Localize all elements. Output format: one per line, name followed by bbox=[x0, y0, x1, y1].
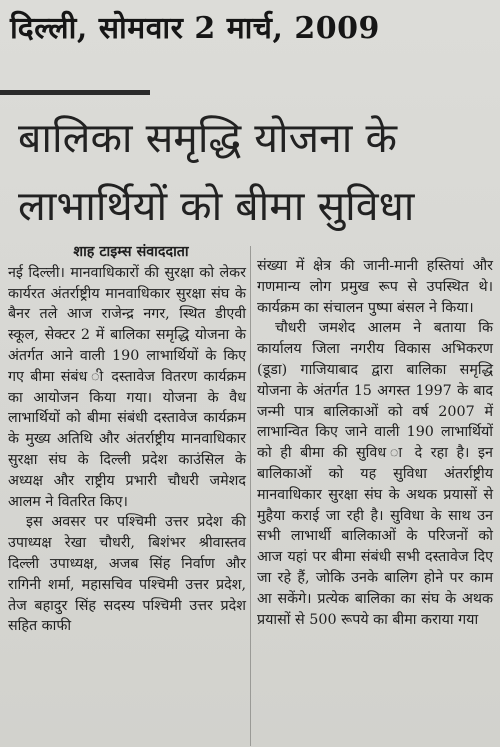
column-divider bbox=[250, 246, 251, 746]
byline: शाह टाइम्स संवाददाता bbox=[73, 244, 189, 260]
article-paragraph: इस अवसर पर पश्चिमी उत्तर प्रदेश की उपाध्यक्ष रेखा चौधरी, बिशंभर श्रीवास्तव दिल्ली उपाध्यक्ष, अजब सिंह निर्वाण और रागिनी शर्मा, महासचिव पश्चिमी उत्तर प्रदेश, तेज बहादुर सिंह सदस्य पश्चिमी उत्तर प्रदेश सहित काफी bbox=[8, 514, 246, 635]
header-rule bbox=[0, 90, 150, 95]
article-paragraph: संख्या में क्षेत्र की जानी-मानी हस्तियां और गणमान्य लोग प्रमुख रूप से उपस्थित थे। कार्यक्रम का संचालन पुष्पा बंसल ने किया। bbox=[257, 258, 493, 316]
article-paragraph: नई दिल्ली। मानवाधिकारों की सुरक्षा को लेकर कार्यरत अंतर्राष्ट्रीय मानवाधिकार सुरक्षा संघ के बैनर तले आज राजेन्द्र नगर, स्थित डीएवी स्कूल, सेक्टर 2 में बालिका समृद्धि योजना के अंतर्गत आने वाली 190 लाभार्थियों के किए गए बीमा संबंध ी दस्तावेज वितरण कार्यक्रम का आयोजन किया गया। योजना के वैध लाभार्थियों को बीमा संबंधी दस्तावेज कार्यक्रम के मुख्य अतिथि और अंतर्राष्ट्रीय मानवाधिकार सुरक्षा संघ के दिल्ली प्रदेश काउंसिल के अध्यक्ष और राष्ट्रीय प्रभारी चौधरी जमेशद आलम ने वितरित किए। bbox=[8, 264, 246, 510]
article-column-left bbox=[8, 242, 246, 637]
article-paragraph: चौधरी जमशेद आलम ने बताया कि कार्यालय जिला नगरीय विकास अभिकरण (डूडा) गाजियाबाद द्वारा बालिका समृद्धि योजना के अंतर्गत 15 अगस्त 1997 के बाद जन्मी पात्र बालिकाओं को वर्ष 2007 में लाभान्वित किए जाने वाली 190 लाभार्थियों को ही बीमा की सुविध ा दे रहा है। इन बालिकाओं को यह सुविधा अंतर्राष्ट्रीय मानवाधिकार सुरक्षा संघ के अथक प्रयासों से मुहैया कराई जा रही है। सुविधा के साथ उन सभी लाभार्थी बालिकाओं के परिजनों को आज यहां पर बीमा संबंधी सभी दस्तावेज दिए जा रहे हैं, जोकि उनके बालिग होने पर काम आ सकेंगे। प्रत्येक बालिका का संघ के अथक प्रयासों से 500 रूपये का बीमा कराया गया bbox=[257, 320, 493, 628]
article-column-right bbox=[257, 256, 493, 630]
headline: बालिका समृद्धि योजना के लाभार्थियों को बीमा सुविधा bbox=[18, 114, 415, 230]
dateline: दिल्ली, सोमवार 2 मार्च, 2009 bbox=[10, 11, 380, 46]
